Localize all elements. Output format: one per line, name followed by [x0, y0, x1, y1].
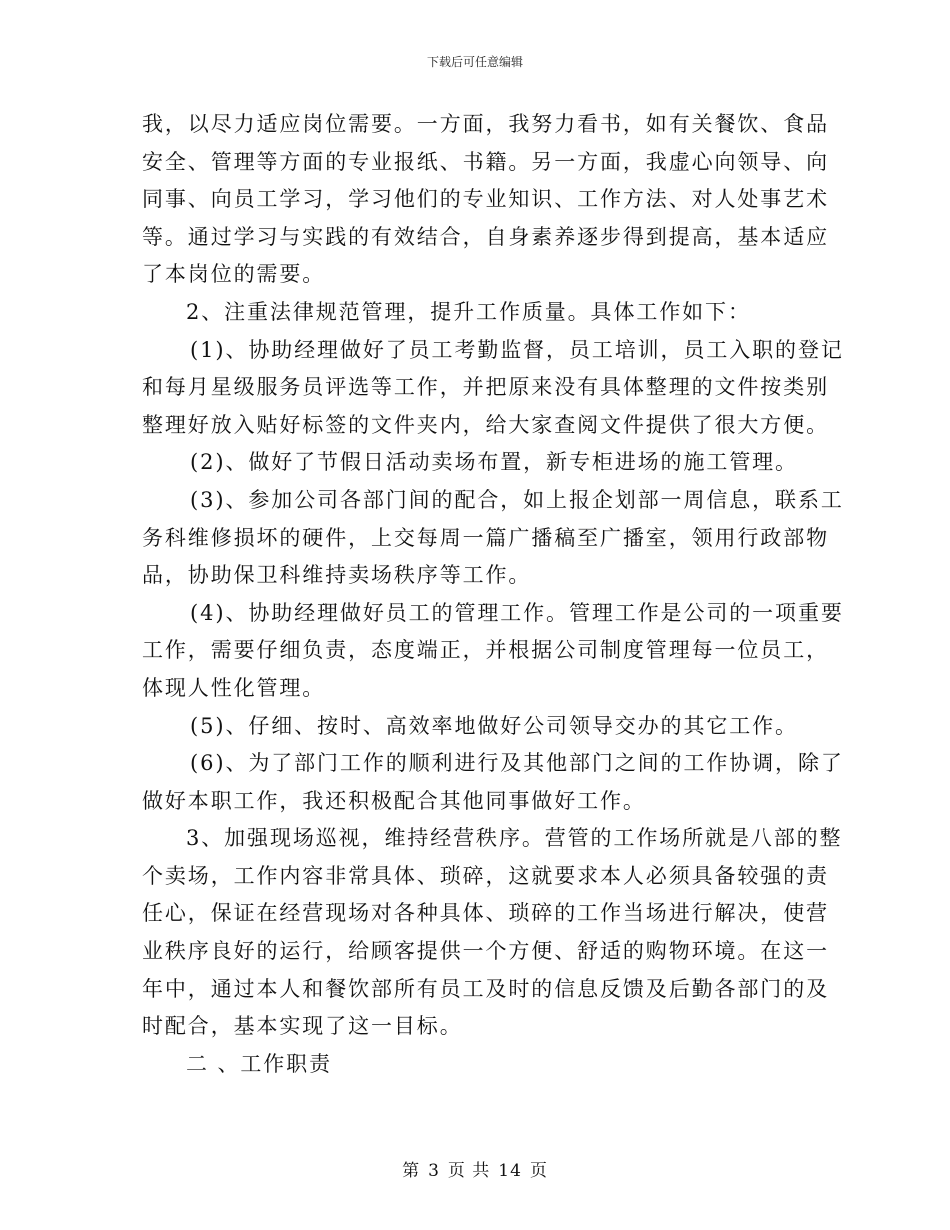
page-label-prefix: 第 [402, 1161, 421, 1181]
text-line: 业秩序良好的运行，给顾客提供一个方便、舒适的购物环境。在这一 [142, 939, 829, 964]
text-line: 我，以尽力适应岗位需要。一方面，我努力看书，如有关餐饮、食品 [142, 112, 829, 136]
text-line: 等。通过学习与实践的有效结合，自身素养逐步得到提高，基本适应 [142, 224, 829, 249]
list-item-start: (5)、仔细、按时、高效率地做好公司领导交办的其它工作。 [190, 713, 798, 738]
section-heading: 3、加强现场巡视，维持经营秩序。营管的工作场所就是八部的整 [186, 826, 843, 851]
text-line: 体现人性化管理。 [142, 675, 326, 700]
current-page-number: 3 [428, 1161, 440, 1181]
text-line: 品，协助保卫科维持卖场秩序等工作。 [142, 563, 532, 588]
page-header: 下载后可任意编辑 [426, 55, 523, 69]
page-label-mid: 页 共 [447, 1161, 491, 1181]
text-line: 工作，需要仔细负责，态度端正，并根据公司制度管理每一位员工， [142, 638, 829, 663]
list-item-start: (2)、做好了节假日活动卖场布置，新专柜进场的施工管理。 [190, 450, 798, 475]
text-line: 时配合，基本实现了这一目标。 [142, 1014, 463, 1039]
section-heading: 2、注重法律规范管理，提升工作质量。具体工作如下： [186, 299, 751, 324]
text-line: 同事、向员工学习，学习他们的专业知识、工作方法、对人处事艺术 [142, 187, 829, 212]
list-item-start: (4)、协助经理做好员工的管理工作。管理工作是公司的一项重要 [190, 600, 844, 625]
list-item-start: (3)、参加公司各部门间的配合，如上报企划部一周信息，联系工 [190, 487, 844, 512]
text-line: 务科维修损坏的硬件，上交每周一篇广播稿至广播室，领用行政部物 [142, 525, 829, 550]
text-line: 整理好放入贴好标签的文件夹内，给大家查阅文件提供了很大方便。 [142, 412, 829, 437]
text-line: 安全、管理等方面的专业报纸、书籍。另一方面，我虚心向领导、向 [142, 149, 829, 174]
section-heading: 二 、工作职责 [186, 1051, 332, 1076]
text-line: 年中，通过本人和餐饮部所有员工及时的信息反馈及后勤各部门的及 [142, 976, 829, 1001]
total-pages-number: 14 [498, 1161, 522, 1181]
text-line: 个卖场，工作内容非常具体、琐碎，这就要求本人必须具备较强的责 [142, 863, 829, 888]
list-item-start: (6)、为了部门工作的顺利进行及其他部门之间的工作协调，除了 [190, 751, 844, 776]
page-footer [0, 1156, 950, 1181]
text-line: 任心，保证在经营现场对各种具体、琐碎的工作当场进行解决，使营 [142, 901, 829, 926]
list-item-start: (1)、协助经理做好了员工考勤监督，员工培训，员工入职的登记 [190, 337, 844, 362]
text-line: 做好本职工作，我还积极配合其他同事做好工作。 [142, 788, 646, 813]
page-label-suffix: 页 [529, 1161, 548, 1181]
document-body [142, 106, 844, 1083]
text-line: 和每月星级服务员评选等工作，并把原来没有具体整理的文件按类别 [142, 375, 829, 400]
text-line: 了本岗位的需要。 [142, 262, 326, 287]
